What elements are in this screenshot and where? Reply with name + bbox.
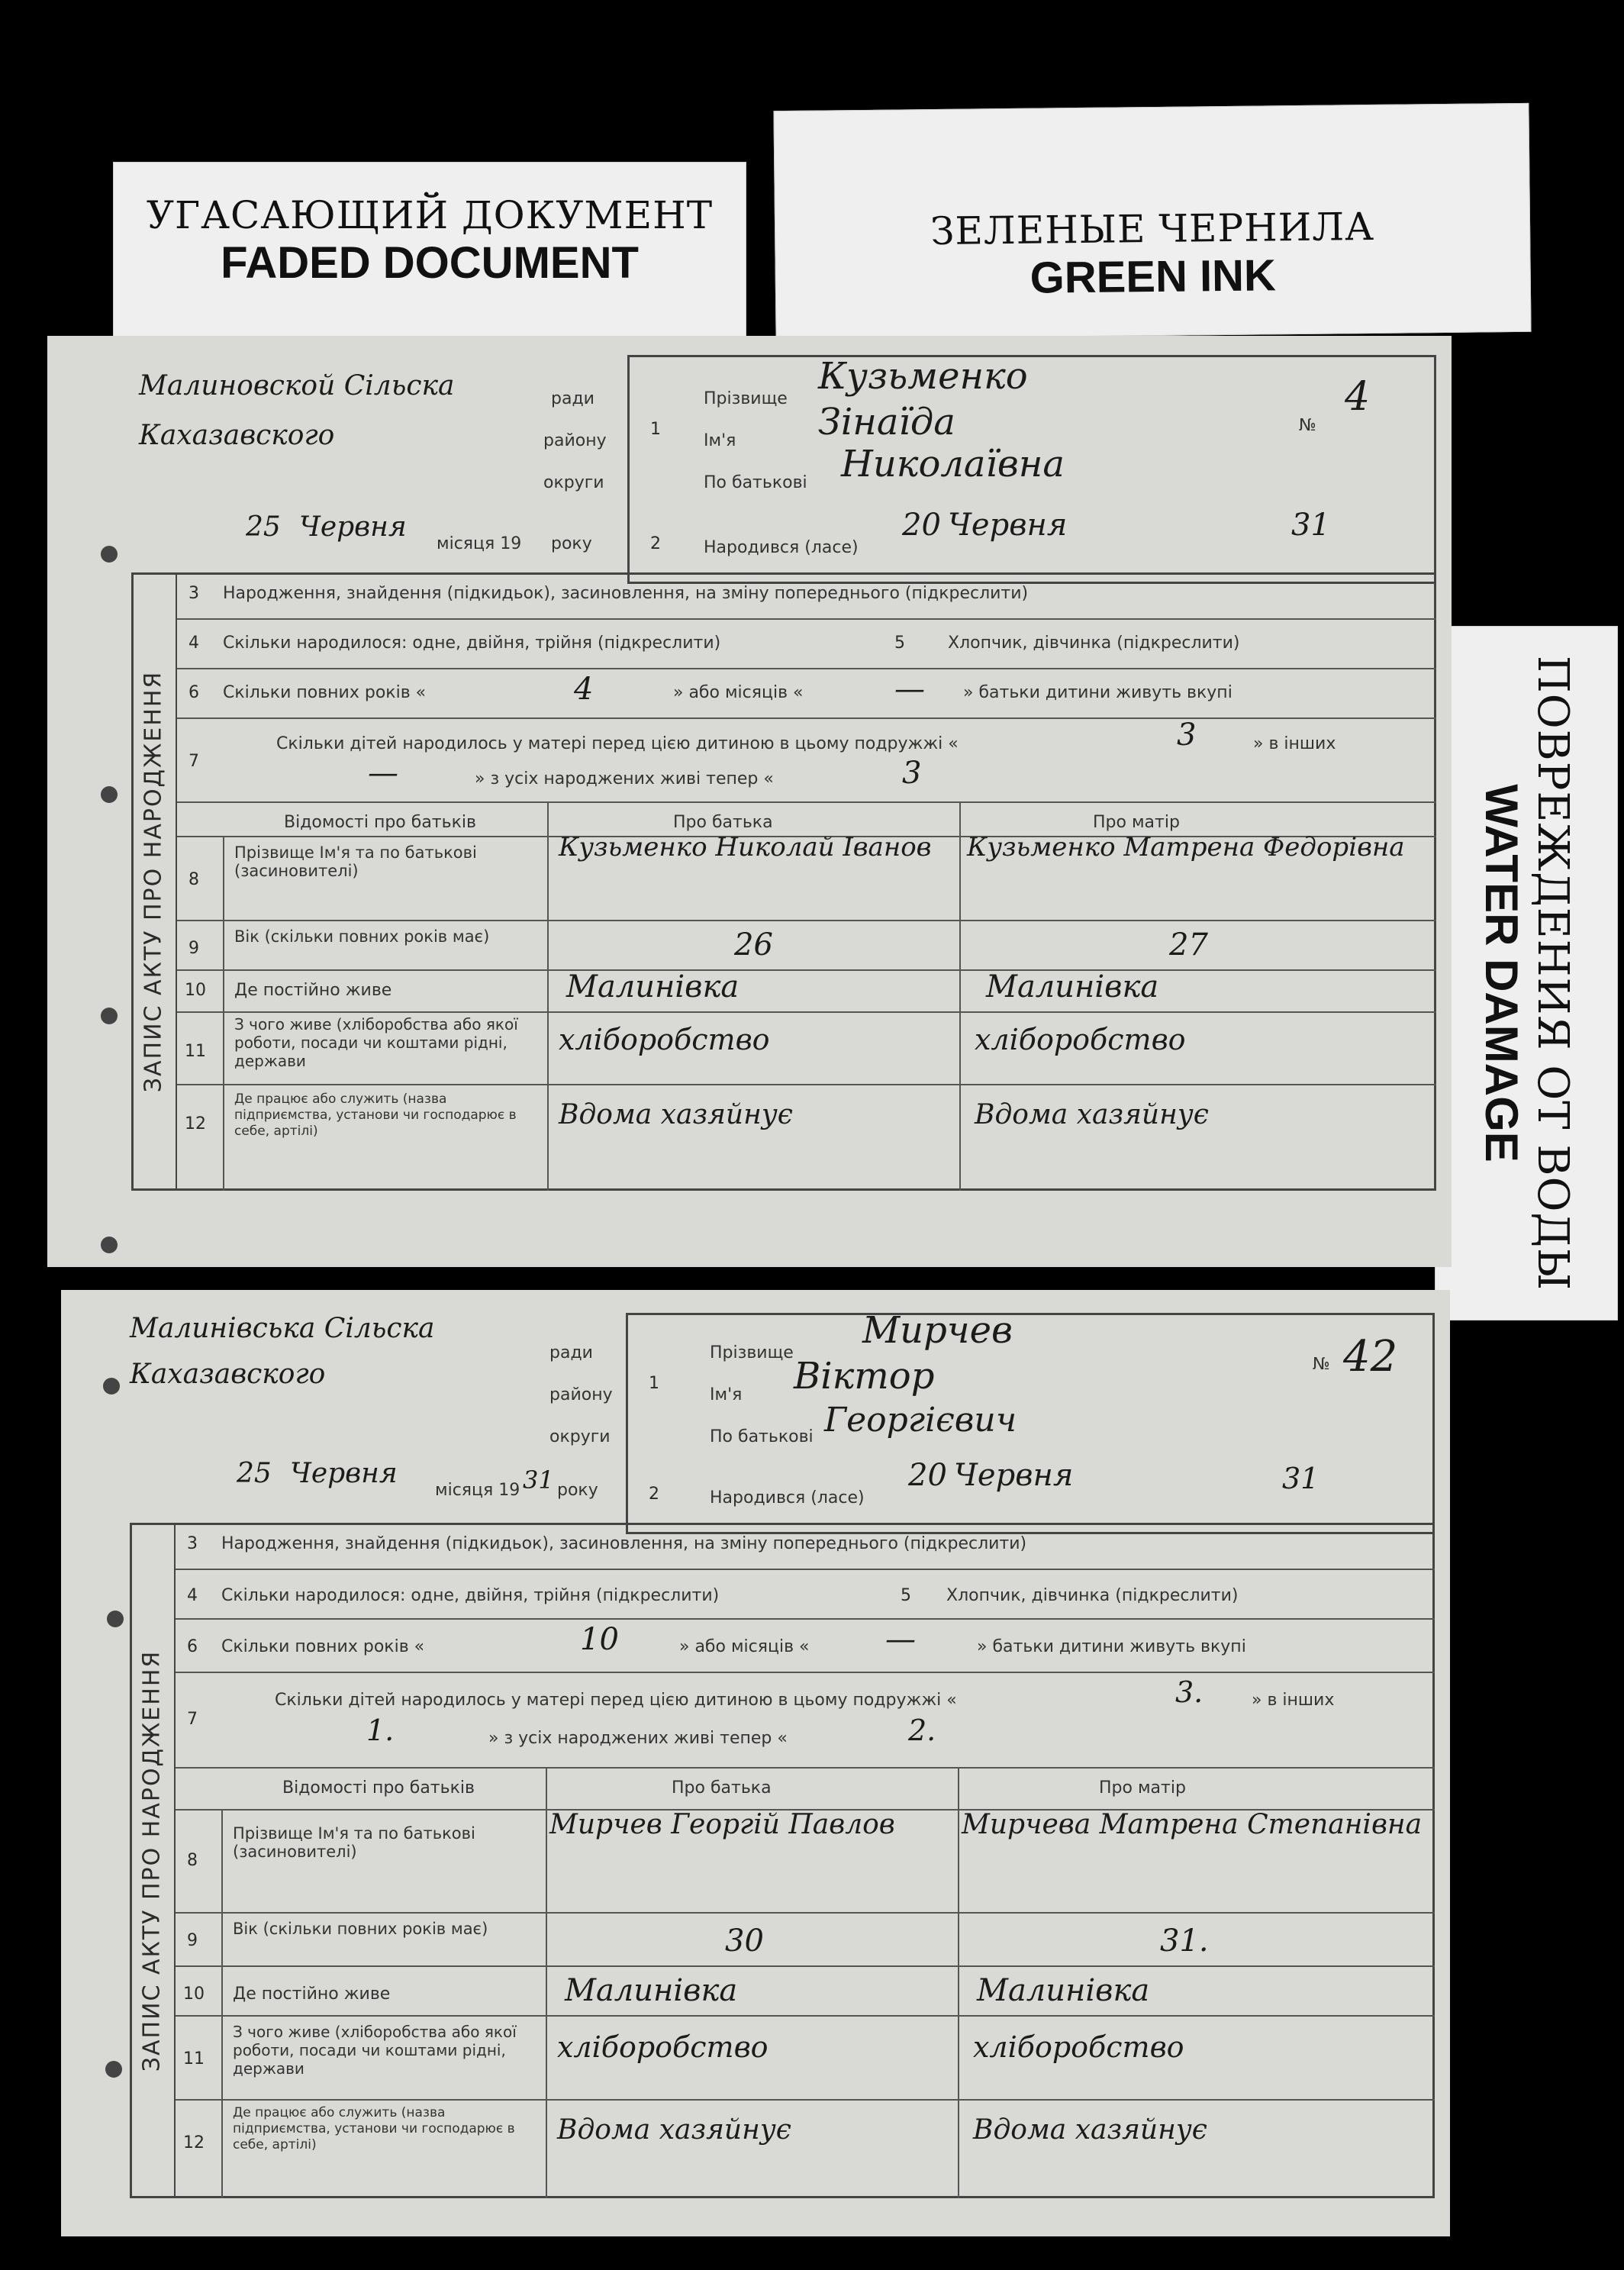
row-number-10: 10 bbox=[183, 1985, 205, 2004]
row-number-9: 9 bbox=[187, 1931, 198, 1950]
birth-day: 20 bbox=[902, 508, 941, 543]
row7-b: » в інших bbox=[1253, 734, 1336, 753]
punch-hole bbox=[101, 546, 118, 563]
children-alive: 3 bbox=[902, 756, 922, 791]
row6-a: Скільки повних років « bbox=[221, 1637, 425, 1656]
raion-label: району bbox=[549, 1385, 613, 1404]
row-number-4: 4 bbox=[187, 1586, 198, 1605]
punch-hole bbox=[101, 1237, 118, 1253]
green-label-en: GREEN INK bbox=[1030, 250, 1277, 303]
father-header: Про батька bbox=[673, 813, 773, 832]
parents-header: Відомості про батьків bbox=[282, 1778, 475, 1798]
roku-label: року bbox=[551, 534, 592, 553]
okruhy-label: округи bbox=[549, 1427, 611, 1446]
row5-text: Хлопчик, дівчинка (підкреслити) bbox=[946, 1586, 1239, 1605]
mother-work: Вдома хазяйнує bbox=[973, 2114, 1207, 2146]
father-age: 26 bbox=[734, 927, 773, 962]
child-patronymic: Георгієвич bbox=[824, 1401, 1017, 1440]
water-label-en: WATER DAMAGE bbox=[1476, 784, 1527, 1162]
mother-living: хліборобство bbox=[973, 2030, 1184, 2064]
row-number-1: 1 bbox=[649, 1374, 659, 1393]
water-damage-label bbox=[1435, 626, 1618, 1320]
row6-c: » батьки дитини живуть вкупі bbox=[977, 1637, 1246, 1656]
child-surname: Мирчев bbox=[862, 1309, 1013, 1352]
birth-record-sheet-bottom bbox=[61, 1290, 1450, 2236]
row3-text: Народження, знайдення (підкидьок), засиновлення, на зміну попереднього (підкреслити) bbox=[223, 584, 1029, 603]
father-living: хліборобство bbox=[559, 1023, 770, 1056]
father-name: Кузьменко Николай Іванов bbox=[559, 832, 932, 863]
months-together: — bbox=[894, 672, 925, 707]
r9-text: Вік (скільки повних років має) bbox=[233, 1920, 488, 1938]
birth-month: Червня bbox=[954, 1458, 1074, 1493]
mother-name: Мирчева Матрена Степанівна bbox=[962, 1809, 1423, 1840]
reg-day: 25 bbox=[237, 1458, 272, 1489]
reg-day: 25 bbox=[246, 511, 281, 543]
row-number-3: 3 bbox=[188, 584, 199, 603]
r12-text: Де працює або служить (назва підприємства, установи чи господарює в себе, артілі) bbox=[234, 1091, 517, 1139]
r11-text: З чого живе (хліборобства або якої роботи, посади чи коштами рідні, держави bbox=[233, 2023, 517, 2078]
father-work: Вдома хазяйнує bbox=[557, 2114, 791, 2146]
father-residence: Малинівка bbox=[565, 1973, 738, 2008]
row6-b: » або місяців « bbox=[679, 1637, 810, 1656]
father-name: Мирчев Георгій Павлов bbox=[549, 1809, 895, 1840]
r10-text: Де постійно живе bbox=[233, 1985, 391, 2004]
roku-label: року bbox=[557, 1481, 598, 1500]
years-together: 10 bbox=[580, 1622, 619, 1657]
reg-year: 31 bbox=[523, 1466, 554, 1495]
row-number-4: 4 bbox=[188, 634, 199, 653]
punch-hole bbox=[105, 2061, 122, 2078]
row6-b: » або місяців « bbox=[673, 683, 804, 702]
row-number-5: 5 bbox=[901, 1586, 911, 1605]
row-number-11: 11 bbox=[183, 2049, 205, 2068]
row-number-7: 7 bbox=[187, 1710, 198, 1729]
faded-label-en: FADED DOCUMENT bbox=[221, 238, 639, 288]
row-number-7: 7 bbox=[188, 752, 199, 771]
no-label: № bbox=[1299, 416, 1316, 435]
row-number-8: 8 bbox=[188, 870, 199, 889]
parents-header: Відомості про батьків bbox=[284, 813, 476, 832]
birth-record-sheet-top bbox=[47, 336, 1452, 1267]
row-number-8: 8 bbox=[187, 1851, 198, 1870]
row6-c: » батьки дитини живуть вкупі bbox=[963, 683, 1232, 702]
birth-month: Червня bbox=[948, 508, 1068, 543]
green-label-ru: ЗЕЛЕНЫЕ ЧЕРНИЛА bbox=[930, 204, 1375, 254]
children-before: 3 bbox=[1177, 717, 1197, 753]
birth-year: 31 bbox=[1291, 508, 1330, 543]
child-surname: Кузьменко bbox=[818, 355, 1028, 398]
water-label-ru: ПОВРЕЖДЕНИЯ ОТ ВОДЫ bbox=[1528, 655, 1577, 1291]
child-patronymic: Николаївна bbox=[841, 443, 1065, 485]
place-line-1: Малинівська Сільска bbox=[130, 1313, 435, 1344]
row6-a: Скільки повних років « bbox=[223, 683, 427, 702]
birth-day: 20 bbox=[908, 1458, 947, 1493]
r10-text: Де постійно живе bbox=[234, 981, 392, 1000]
row-number-12: 12 bbox=[183, 2133, 205, 2152]
row7-c: » з усіх народжених живі тепер « bbox=[475, 769, 774, 788]
row4-text: Скільки народилося: одне, двійня, трійня (підкреслити) bbox=[221, 1586, 720, 1605]
months-together: — bbox=[885, 1622, 916, 1657]
punch-hole bbox=[101, 786, 118, 803]
father-work: Вдома хазяйнує bbox=[559, 1099, 793, 1130]
children-other: — bbox=[368, 756, 398, 791]
children-alive: 2. bbox=[908, 1714, 936, 1747]
row-number-12: 12 bbox=[185, 1114, 206, 1133]
father-age: 30 bbox=[725, 1923, 764, 1959]
row-number-11: 11 bbox=[185, 1042, 206, 1061]
mother-age: 31. bbox=[1160, 1923, 1209, 1959]
r9-text: Вік (скільки повних років має) bbox=[234, 927, 490, 946]
punch-hole bbox=[107, 1611, 124, 1627]
row7-b: » в інших bbox=[1252, 1691, 1335, 1710]
surname-label: Прізвище bbox=[704, 389, 788, 408]
misiatsia-label: місяця 19 bbox=[435, 1481, 520, 1500]
row-number-1: 1 bbox=[650, 420, 661, 439]
record-number: 4 bbox=[1345, 374, 1371, 420]
place-line-2: Кахазавского bbox=[130, 1359, 326, 1390]
row-number-6: 6 bbox=[187, 1637, 198, 1656]
mother-residence: Малинівка bbox=[977, 1973, 1150, 2008]
reg-month: Червня bbox=[290, 1458, 398, 1489]
faded-document-label bbox=[113, 162, 746, 337]
place-line-2: Кахазавского bbox=[139, 420, 335, 451]
mother-work: Вдома хазяйнує bbox=[975, 1099, 1209, 1130]
mother-header: Про матір bbox=[1093, 813, 1180, 832]
row-number-2: 2 bbox=[649, 1485, 659, 1504]
father-living: хліборобство bbox=[557, 2030, 768, 2064]
row7-a: Скільки дітей народилось у матері перед цією дитиною в цьому подружжі « bbox=[275, 1691, 957, 1710]
row7-c: » з усіх народжених живі тепер « bbox=[488, 1729, 788, 1748]
row4-text: Скільки народилося: одне, двійня, трійня (підкреслити) bbox=[223, 634, 721, 653]
born-label: Народився (ласе) bbox=[710, 1488, 865, 1507]
green-ink-label bbox=[773, 103, 1531, 340]
row-number-9: 9 bbox=[188, 939, 199, 958]
punch-hole bbox=[101, 1008, 118, 1024]
okruhy-label: округи bbox=[543, 473, 604, 492]
side-title: ЗАПИС АКТУ ПРО НАРОДЖЕННЯ bbox=[131, 572, 177, 1191]
place-line-1: Малиновской Сільска bbox=[139, 370, 455, 401]
surname-label: Прізвище bbox=[710, 1343, 794, 1362]
child-name: Віктор bbox=[794, 1355, 935, 1398]
r12-text: Де працює або служить (назва підприємства, установи чи господарює в себе, артілі) bbox=[233, 2105, 515, 2152]
children-before: 3. bbox=[1175, 1675, 1204, 1709]
row-number-2: 2 bbox=[650, 534, 661, 553]
r8-text: Прізвище Ім'я та по батькові (засиновителі) bbox=[233, 1824, 475, 1861]
years-together: 4 bbox=[574, 672, 594, 707]
mother-residence: Малинівка bbox=[986, 969, 1159, 1004]
row5-text: Хлопчик, дівчинка (підкреслити) bbox=[948, 634, 1240, 653]
row-number-10: 10 bbox=[185, 981, 206, 1000]
raion-label: району bbox=[543, 431, 607, 450]
father-residence: Малинівка bbox=[566, 969, 740, 1004]
mother-name: Кузьменко Матрена Федорівна bbox=[967, 832, 1405, 863]
rada-label: ради bbox=[551, 389, 594, 408]
name-label: Ім'я bbox=[704, 431, 736, 450]
children-other: 1. bbox=[366, 1714, 395, 1747]
patronymic-label: По батькові bbox=[710, 1427, 814, 1446]
name-label: Ім'я bbox=[710, 1385, 743, 1404]
row-number-3: 3 bbox=[187, 1534, 198, 1553]
record-number: 42 bbox=[1343, 1332, 1398, 1382]
father-header: Про батька bbox=[672, 1778, 772, 1798]
r8-text: Прізвище Ім'я та по батькові (засиновителі) bbox=[234, 843, 477, 880]
mother-age: 27 bbox=[1169, 927, 1208, 962]
rada-label: ради bbox=[549, 1343, 593, 1362]
mother-living: хліборобство bbox=[975, 1023, 1186, 1056]
reg-month: Червня bbox=[299, 511, 407, 543]
no-label: № bbox=[1313, 1355, 1330, 1374]
r11-text: З чого живе (хліборобства або якої роботи, посади чи коштами рідні, держави bbox=[234, 1015, 518, 1070]
misiatsia-label: місяця 19 bbox=[437, 534, 522, 553]
faded-label-ru: УГАСАЮЩИЙ ДОКУМЕНТ bbox=[146, 193, 714, 237]
mother-header: Про матір bbox=[1099, 1778, 1186, 1798]
row-number-5: 5 bbox=[894, 634, 905, 653]
patronymic-label: По батькові bbox=[704, 473, 807, 492]
row7-a: Скільки дітей народилось у матері перед цією дитиною в цьому подружжі « bbox=[276, 734, 959, 753]
side-title: ЗАПИС АКТУ ПРО НАРОДЖЕННЯ bbox=[130, 1523, 176, 2198]
punch-hole bbox=[103, 1378, 120, 1395]
child-name: Зінаїда bbox=[818, 401, 955, 443]
row3-text: Народження, знайдення (підкидьок), засиновлення, на зміну попереднього (підкреслити) bbox=[221, 1534, 1027, 1553]
birth-year: 31 bbox=[1282, 1462, 1320, 1495]
born-label: Народився (ласе) bbox=[704, 538, 859, 557]
row-number-6: 6 bbox=[188, 683, 199, 702]
